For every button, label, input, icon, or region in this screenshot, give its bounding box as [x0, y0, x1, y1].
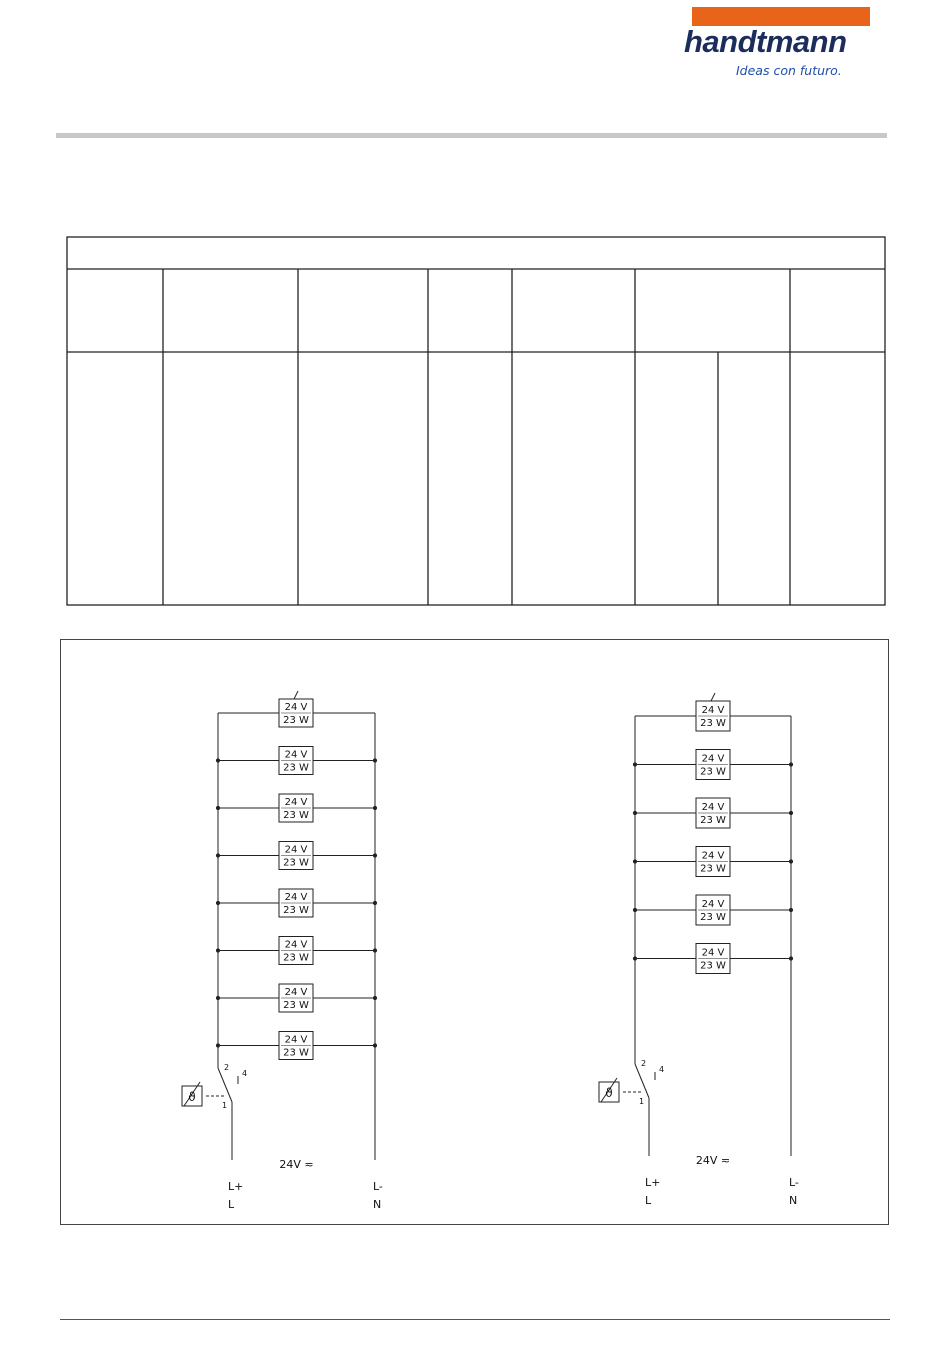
terminal-right-top: L- [373, 1180, 383, 1193]
junction-dot [789, 957, 792, 960]
junction-dot [216, 996, 219, 999]
table-outer-border [67, 237, 885, 605]
lamp-label-voltage: 24 V [701, 802, 725, 813]
junction-dot [216, 1044, 219, 1047]
terminal-left-top: L+ [228, 1180, 244, 1193]
junction-dot [216, 901, 219, 904]
junction-dot [789, 763, 792, 766]
terminal-left-bottom: L [645, 1194, 652, 1207]
lamp-label-power: 23 W [283, 715, 309, 726]
lamp-label-voltage: 24 V [284, 987, 308, 998]
junction-dot [373, 806, 376, 809]
lamp-tick [294, 691, 298, 699]
supply-voltage-label: 24V ≂ [279, 1158, 314, 1171]
switch-terminal-label: 2 [224, 1063, 230, 1072]
logo-wordmark: handtmann [684, 24, 847, 59]
lamp-label-voltage: 24 V [284, 702, 308, 713]
terminal-left-bottom: L [228, 1198, 235, 1211]
switch-terminal-label: 1 [222, 1101, 228, 1110]
junction-dot [373, 1044, 376, 1047]
wiring-diagram-frame [60, 639, 889, 1225]
lamp-label-voltage: 24 V [284, 1034, 308, 1046]
footer-divider [60, 1319, 890, 1320]
junction-dot [373, 949, 376, 952]
lamp-label-power: 23 W [700, 766, 726, 778]
lamp-label-power: 23 W [700, 718, 726, 729]
junction-dot [373, 996, 376, 999]
junction-dot [216, 949, 219, 952]
switch-contact [635, 1064, 649, 1098]
switch-contact [218, 1068, 232, 1102]
lamp-label-power: 23 W [283, 952, 309, 964]
junction-dot [373, 759, 376, 762]
junction-dot [633, 763, 636, 766]
junction-dot [373, 854, 376, 857]
junction-dot [633, 908, 636, 911]
thermostat-icon: ϑ [188, 1090, 196, 1104]
lamp-label-power: 23 W [283, 1000, 309, 1011]
junction-dot [633, 811, 636, 814]
logo-tagline: Ideas con futuro. [736, 63, 842, 78]
lamp-label-power: 23 W [700, 960, 726, 972]
junction-dot [373, 901, 376, 904]
lamp-label-power: 23 W [283, 1047, 309, 1059]
switch-terminal-label: 1 [639, 1097, 645, 1106]
lamp-label-voltage: 24 V [284, 797, 308, 808]
junction-dot [789, 860, 792, 863]
lamp-label-voltage: 24 V [284, 892, 308, 903]
junction-dot [216, 759, 219, 762]
terminal-right-bottom: N [373, 1198, 382, 1211]
empty-table [0, 0, 950, 620]
switch-terminal-label: 4 [659, 1065, 665, 1074]
lamp-label-voltage: 24 V [284, 939, 308, 951]
lamp-label-power: 23 W [283, 810, 309, 821]
lamp-label-power: 23 W [700, 815, 726, 826]
diagram-1 [182, 691, 377, 1160]
supply-voltage-label: 24V ≂ [695, 1154, 731, 1167]
junction-dot [633, 860, 636, 863]
lamp-label-power: 23 W [283, 857, 309, 869]
junction-dot [789, 908, 792, 911]
switch-terminal-label: 4 [242, 1069, 248, 1078]
lamp-label-voltage: 24 V [701, 705, 725, 716]
wiring-diagrams [61, 640, 890, 1226]
lamp-label-power: 23 W [283, 762, 309, 774]
terminal-left-top: L+ [645, 1176, 661, 1189]
junction-dot [216, 806, 219, 809]
junction-dot [633, 957, 636, 960]
lamp-label-voltage: 24 V [701, 850, 725, 862]
lamp-label-power: 23 W [700, 912, 726, 923]
lamp-label-voltage: 24 V [701, 899, 725, 910]
junction-dot [216, 854, 219, 857]
lamp-label-voltage: 24 V [284, 749, 308, 761]
junction-dot [789, 811, 792, 814]
switch-terminal-label: 2 [641, 1059, 647, 1068]
lamp-label-voltage: 24 V [701, 753, 725, 765]
lamp-label-power: 23 W [700, 863, 726, 875]
terminal-right-top: L- [789, 1176, 799, 1189]
lamp-label-voltage: 24 V [284, 844, 308, 856]
diagram-2 [599, 693, 793, 1156]
terminal-right-bottom: N [789, 1194, 798, 1207]
thermostat-icon: ϑ [605, 1086, 613, 1100]
lamp-label-power: 23 W [283, 905, 309, 916]
lamp-tick [711, 693, 715, 701]
lamp-label-voltage: 24 V [701, 947, 725, 959]
